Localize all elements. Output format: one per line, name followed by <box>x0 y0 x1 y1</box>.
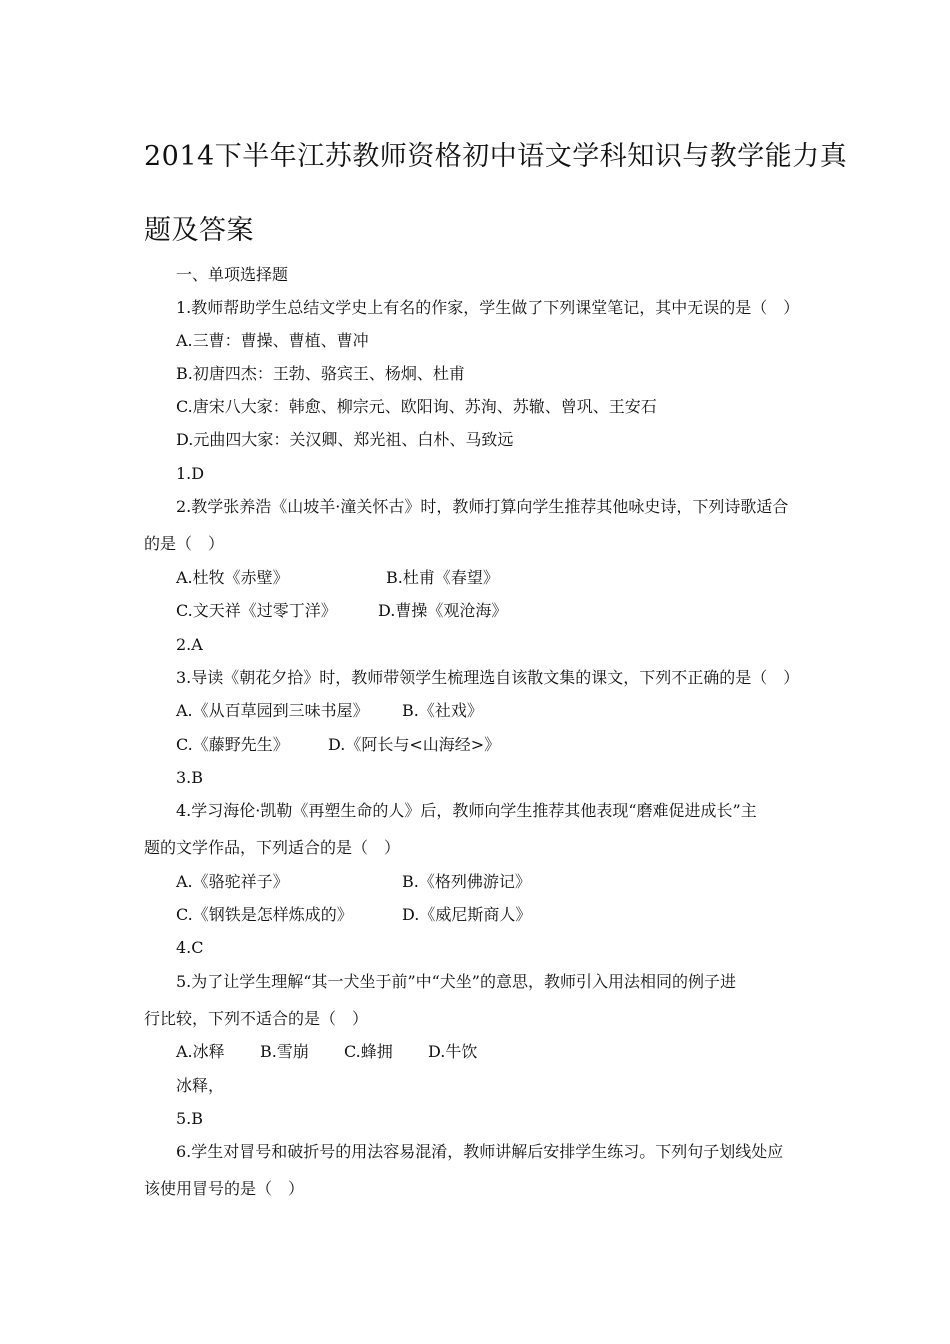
q1-stem: 1.教师帮助学生总结文学史上有名的作家，学生做了下列课堂笔记，其中无误的是（ ） <box>176 298 800 317</box>
q4-option-b: B.《格列佛游记》 <box>402 872 531 891</box>
q4-stem-line2: 题的文学作品，下列适合的是（ ） <box>144 838 401 857</box>
q5-note: 冰释， <box>176 1076 225 1095</box>
q5-stem-line2: 行比较，下列不适合的是（ ） <box>144 1009 369 1028</box>
q2-stem-line2: 的是（ ） <box>144 534 225 553</box>
q3-stem: 3.导读《朝花夕拾》时，教师带领学生梳理选自该散文集的课文，下列不正确的是（ ） <box>176 668 800 687</box>
q1-option-a: A.三曹：曹操、曹植、曹冲 <box>176 331 369 350</box>
q3-option-d: D.《阿长与<山海经>》 <box>328 735 501 754</box>
q2-option-b: B.杜甫《春望》 <box>386 568 499 587</box>
q3-answer: 3.B <box>176 768 204 787</box>
q5-option-c: C.蜂拥 <box>344 1042 393 1061</box>
q2-option-d: D.曹操《观沧海》 <box>378 601 508 620</box>
q5-option-a: A.冰释 <box>176 1042 225 1061</box>
document-title-line2: 题及答案 <box>144 215 254 246</box>
q2-option-c: C.文天祥《过零丁洋》 <box>176 601 337 620</box>
q5-answer: 5.B <box>176 1109 204 1128</box>
q5-option-d: D.牛饮 <box>428 1042 478 1061</box>
q6-stem-line1: 6.学生对冒号和破折号的用法容易混淆，教师讲解后安排学生练习。下列句子划线处应 <box>176 1142 784 1161</box>
q2-answer: 2.A <box>176 635 203 654</box>
q1-option-c: C.唐宋八大家：韩愈、柳宗元、欧阳询、苏洵、苏辙、曾巩、王安石 <box>176 397 657 416</box>
q4-answer: 4.C <box>176 938 204 957</box>
q3-option-c: C.《藤野先生》 <box>176 735 289 754</box>
q1-option-b: B.初唐四杰：王勃、骆宾王、杨炯、杜甫 <box>176 364 465 383</box>
q4-option-d: D.《威尼斯商人》 <box>402 905 532 924</box>
q4-option-c: C.《钢铁是怎样炼成的》 <box>176 905 353 924</box>
q5-stem-line1: 5.为了让学生理解“其一犬坐于前”中“犬坐”的意思，教师引入用法相同的例子进 <box>176 972 736 991</box>
q2-stem-line1: 2.教学张养浩《山坡羊·潼关怀古》时，教师打算向学生推荐其他咏史诗，下列诗歌适合 <box>176 497 789 516</box>
document-title-line1: 2014下半年江苏教师资格初中语文学科知识与教学能力真 <box>144 141 848 172</box>
q4-option-a: A.《骆驼祥子》 <box>176 872 289 891</box>
q4-stem-line1: 4.学习海伦·凯勒《再塑生命的人》后，教师向学生推荐其他表现“磨难促进成长”主 <box>176 801 757 820</box>
q2-option-a: A.杜牧《赤壁》 <box>176 568 289 587</box>
q3-option-a: A.《从百草园到三味书屋》 <box>176 701 369 720</box>
q6-stem-line2: 该使用冒号的是（ ） <box>144 1179 305 1198</box>
q1-answer: 1.D <box>176 464 205 483</box>
q5-option-b: B.雪崩 <box>260 1042 309 1061</box>
q1-option-d: D.元曲四大家：关汉卿、郑光祖、白朴、马致远 <box>176 430 514 449</box>
q3-option-b: B.《社戏》 <box>402 701 483 720</box>
section-heading: 一、单项选择题 <box>176 265 289 284</box>
